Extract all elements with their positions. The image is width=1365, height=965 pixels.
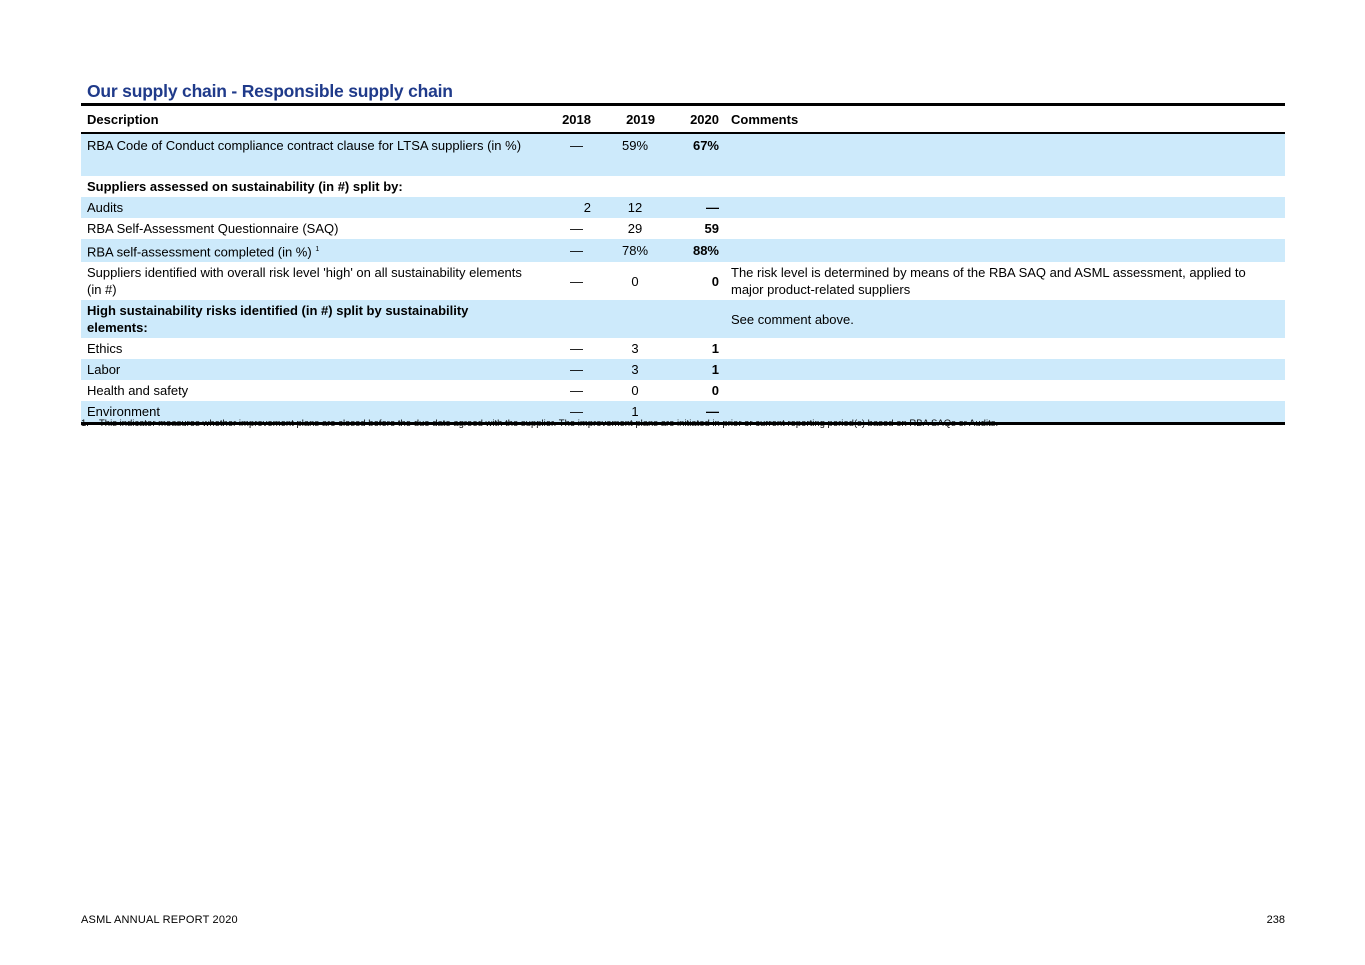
row-value-2018: — (570, 341, 583, 357)
row-value-2018: — (532, 239, 597, 262)
table-row (81, 338, 1285, 359)
table-row (81, 300, 1285, 338)
row-value-2020: 67% (661, 133, 725, 176)
table-row (81, 380, 1285, 401)
table-row (81, 262, 1285, 300)
row-description: Environment (81, 401, 532, 424)
footer-report-name: ASML ANNUAL REPORT 2020 (81, 914, 238, 926)
row-value-2019: 78% (597, 239, 661, 262)
footer-page-number: 238 (1266, 914, 1285, 926)
row-value-2019 (597, 300, 661, 338)
row-value-2019: 1 (597, 401, 661, 424)
header-description: Description (87, 111, 159, 127)
row-comment (725, 380, 1285, 401)
supply-chain-table-container (81, 103, 1285, 425)
table-header-row (81, 105, 1285, 134)
table-row (81, 239, 1285, 262)
row-value-2020 (661, 176, 725, 197)
row-value-2020: — (661, 401, 725, 424)
row-value-2018: — (570, 221, 583, 236)
row-value-2019: 59% (597, 133, 661, 176)
row-value-2018: — (532, 401, 597, 424)
footnote-ref: 1 (315, 246, 320, 253)
row-comment (725, 338, 1285, 359)
table-row (81, 133, 1285, 176)
row-comment (725, 218, 1285, 239)
row-value-2020: 1 (661, 359, 725, 380)
row-description: Ethics (87, 341, 123, 357)
row-value-2019: 12 (597, 197, 661, 218)
row-comment: See comment above. (725, 300, 1285, 338)
row-description: Labor (81, 359, 532, 380)
row-value-2018 (532, 176, 597, 197)
row-value-2020: 1 (711, 341, 719, 357)
row-value-2018: 2 (532, 197, 597, 218)
header-2018: 2018 (562, 111, 591, 127)
row-comment (725, 176, 1285, 197)
row-value-2019: 29 (627, 221, 643, 236)
row-value-2019 (597, 176, 661, 197)
row-value-2019: 0 (631, 383, 639, 399)
row-description: High sustainability risks identified (in #) split by sustainability elements: (81, 300, 532, 338)
table-row (81, 218, 1285, 239)
header-2020: 2020 (690, 111, 719, 127)
row-value-2018 (532, 300, 597, 338)
footnote (81, 418, 998, 429)
row-comment (725, 239, 1285, 262)
row-value-2020: 88% (661, 239, 725, 262)
row-description: Suppliers assessed on sustainability (in #) split by: (87, 179, 403, 194)
row-value-2019: 0 (631, 273, 639, 289)
row-value-2018: — (570, 273, 583, 289)
table-row (81, 359, 1285, 380)
row-comment: The risk level is determined by means of the RBA SAQ and ASML assessment, applied to major product-related suppliers (731, 265, 1246, 298)
header-comments: Comments (731, 111, 799, 127)
row-description: Health and safety (87, 383, 189, 399)
row-value-2020: 0 (711, 273, 719, 289)
row-comment (725, 133, 1285, 176)
row-description: Suppliers identified with overall risk level 'high' on all sustainability elements (in #) (87, 265, 522, 298)
row-value-2018: — (532, 133, 597, 176)
row-description-text: RBA self-assessment completed (in %) (87, 244, 312, 260)
footnote-number: 1. (81, 418, 89, 429)
row-value-2020: 0 (711, 383, 719, 399)
row-comment (725, 359, 1285, 380)
row-value-2020: — (661, 197, 725, 218)
row-comment (725, 197, 1285, 218)
row-value-2019: 3 (631, 341, 639, 357)
table-row (81, 197, 1285, 218)
header-2019: 2019 (626, 111, 655, 127)
row-description: RBA Code of Conduct compliance contract clause for LTSA suppliers (in %) (81, 133, 532, 176)
footnote-text: This indicator measures whether improvement plans are closed before the due date agreed with the supplier. The improvement plans are initiated in prior or current reporting period(s) based on RBA SAQs or Audits. (99, 418, 999, 429)
row-value-2018: — (570, 383, 583, 399)
row-value-2020 (661, 300, 725, 338)
row-value-2018: — (532, 359, 597, 380)
row-description: RBA Self-Assessment Questionnaire (SAQ) (87, 221, 339, 236)
row-description: Audits (81, 197, 532, 218)
section-title: Our supply chain - Responsible supply chain (87, 81, 453, 101)
row-value-2019: 3 (597, 359, 661, 380)
row-description (81, 239, 532, 262)
supply-chain-table (81, 103, 1285, 425)
table-row (81, 176, 1285, 197)
row-value-2020: 59 (704, 221, 719, 236)
